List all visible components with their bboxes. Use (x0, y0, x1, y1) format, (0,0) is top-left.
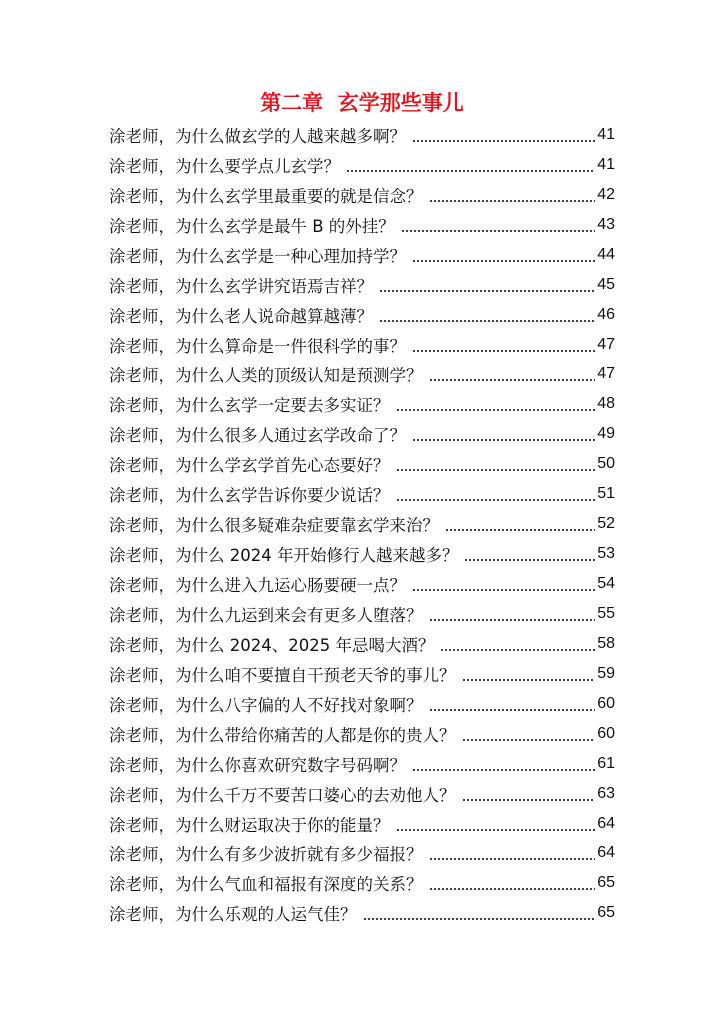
toc-entry-page-number: 61 (597, 754, 615, 772)
toc-entry[interactable] (109, 839, 615, 869)
toc-dot-leader (396, 407, 596, 413)
toc-entry[interactable] (109, 210, 615, 240)
toc-dot-leader (462, 737, 596, 743)
toc-entry[interactable] (109, 809, 615, 839)
toc-dot-leader (440, 647, 595, 653)
toc-entry-page-number: 65 (597, 904, 615, 922)
toc-entry[interactable] (109, 389, 615, 419)
toc-entry[interactable] (109, 689, 615, 719)
toc-entry-page-number: 63 (597, 784, 615, 802)
toc-dot-leader (412, 348, 595, 354)
toc-entry-page-number: 43 (597, 215, 615, 233)
toc-entry-title: 涂老师，为什么乐观的人运气佳？ (109, 905, 357, 925)
toc-dot-leader (429, 198, 596, 204)
toc-entry-page-number: 41 (597, 125, 615, 143)
toc-entry-page-number: 52 (597, 515, 615, 533)
toc-entry[interactable] (109, 569, 615, 599)
toc-entry-page-number: 58 (597, 634, 615, 652)
toc-entry-title: 涂老师，为什么 2024 年开始修行人越来越多？ (109, 546, 459, 566)
toc-entry-page-number: 44 (597, 245, 615, 263)
toc-dot-leader (429, 617, 596, 623)
toc-entry-title: 涂老师，为什么玄学一定要去多实证？ (109, 396, 390, 416)
toc-dot-leader (412, 138, 595, 144)
toc-entry-title: 涂老师，为什么有多少波折就有多少福报？ (109, 845, 423, 865)
toc-entry[interactable] (109, 779, 615, 809)
toc-entry-title: 涂老师，为什么千万不要苦口婆心的去劝他人？ (109, 785, 456, 805)
toc-entry[interactable] (109, 150, 615, 180)
toc-entry-page-number: 55 (597, 604, 615, 622)
toc-entry-title: 涂老师，为什么学玄学首先心态要好？ (109, 456, 390, 476)
toc-entry-page-number: 46 (597, 305, 615, 323)
toc-dot-leader (379, 288, 595, 294)
toc-entry-title: 涂老师，为什么玄学告诉你要少说话？ (109, 486, 390, 506)
toc-entry[interactable] (109, 449, 615, 479)
toc-entry-page-number: 60 (597, 724, 615, 742)
toc-entry[interactable] (109, 300, 615, 330)
toc-dot-leader (429, 856, 596, 862)
toc-entry-page-number: 47 (597, 365, 615, 383)
toc-entry-page-number: 64 (597, 814, 615, 832)
toc-entry-page-number: 59 (597, 664, 615, 682)
toc-dot-leader (429, 707, 596, 713)
toc-entry-title: 涂老师，为什么气血和福报有深度的关系？ (109, 875, 423, 895)
toc-entry-page-number: 48 (597, 395, 615, 413)
toc-entry[interactable] (109, 419, 615, 449)
toc-entry[interactable] (109, 868, 615, 898)
toc-entry-title: 涂老师，为什么很多疑难杂症要靠玄学来治？ (109, 516, 439, 536)
toc-dot-leader (401, 228, 595, 234)
toc-dot-leader (462, 677, 596, 683)
toc-dot-leader (346, 168, 595, 174)
toc-entry[interactable] (109, 240, 615, 270)
toc-entry-title: 涂老师，为什么 2024、2025 年忌喝大酒？ (109, 635, 435, 655)
toc-entry[interactable] (109, 120, 615, 150)
toc-entry-page-number: 65 (597, 874, 615, 892)
toc-entry-title: 涂老师，为什么进入九运心肠要硬一点？ (109, 576, 406, 596)
toc-entry-title: 涂老师，为什么你喜欢研究数字号码啊？ (109, 755, 406, 775)
toc-dot-leader (445, 527, 595, 533)
chapter-title: 第二章 玄学那些事儿 (260, 91, 464, 115)
toc-entry[interactable] (109, 629, 615, 659)
toc-entry-title: 涂老师，为什么玄学是一种心理加持学？ (109, 246, 406, 266)
toc-entry-title: 涂老师，为什么人类的顶级认知是预测学？ (109, 366, 423, 386)
toc-entry[interactable] (109, 719, 615, 749)
toc-entry-page-number: 51 (597, 485, 615, 503)
toc-entry-title: 涂老师，为什么咱不要擅自干预老天爷的事儿？ (109, 665, 456, 685)
toc-entry[interactable] (109, 330, 615, 360)
toc-entry[interactable] (109, 599, 615, 629)
toc-entry-title: 涂老师，为什么很多人通过玄学改命了？ (109, 426, 406, 446)
toc-entry-page-number: 53 (597, 545, 615, 563)
toc-dot-leader (363, 916, 596, 922)
toc-entry-page-number: 54 (597, 575, 615, 593)
toc-entry[interactable] (109, 180, 615, 210)
toc-entry[interactable] (109, 539, 615, 569)
toc-entry-title: 涂老师，为什么财运取决于你的能量？ (109, 815, 390, 835)
toc-entry-title: 涂老师，为什么做玄学的人越来越多啊？ (109, 126, 406, 146)
toc-dot-leader (412, 258, 595, 264)
toc-entry[interactable] (109, 270, 615, 300)
toc-dot-leader (379, 318, 595, 324)
toc-entry[interactable] (109, 659, 615, 689)
toc-entry[interactable] (109, 749, 615, 779)
toc-entry-page-number: 41 (597, 155, 615, 173)
toc-entry-page-number: 64 (597, 844, 615, 862)
toc-dot-leader (396, 497, 596, 503)
toc-entry[interactable] (109, 479, 615, 509)
toc-entry-title: 涂老师，为什么八字偏的人不好找对象啊？ (109, 695, 423, 715)
toc-entry-title: 涂老师，为什么九运到来会有更多人堕落？ (109, 605, 423, 625)
table-of-contents (109, 120, 615, 928)
toc-entry-title: 涂老师，为什么玄学是最牛 B 的外挂？ (109, 216, 395, 236)
toc-entry-title: 涂老师，为什么玄学讲究语焉吉祥？ (109, 276, 373, 296)
toc-entry-title: 涂老师，为什么老人说命越算越薄？ (109, 306, 373, 326)
toc-entry-page-number: 50 (597, 455, 615, 473)
toc-entry[interactable] (109, 509, 615, 539)
toc-dot-leader (464, 557, 595, 563)
toc-entry-page-number: 49 (597, 425, 615, 443)
toc-entry[interactable] (109, 360, 615, 390)
toc-dot-leader (412, 437, 595, 443)
toc-entry-page-number: 60 (597, 694, 615, 712)
toc-entry[interactable] (109, 898, 615, 928)
toc-dot-leader (412, 767, 595, 773)
toc-entry-title: 涂老师，为什么玄学里最重要的就是信念？ (109, 186, 423, 206)
toc-dot-leader (462, 797, 596, 803)
toc-dot-leader (412, 587, 595, 593)
toc-entry-title: 涂老师，为什么算命是一件很科学的事？ (109, 336, 406, 356)
toc-dot-leader (429, 886, 596, 892)
toc-entry-page-number: 45 (597, 275, 615, 293)
toc-dot-leader (396, 467, 596, 473)
toc-entry-title: 涂老师，为什么要学点儿玄学？ (109, 156, 340, 176)
toc-entry-title: 涂老师，为什么带给你痛苦的人都是你的贵人？ (109, 725, 456, 745)
toc-dot-leader (396, 827, 596, 833)
toc-entry-page-number: 42 (597, 185, 615, 203)
toc-dot-leader (429, 377, 596, 383)
toc-entry-page-number: 47 (597, 335, 615, 353)
